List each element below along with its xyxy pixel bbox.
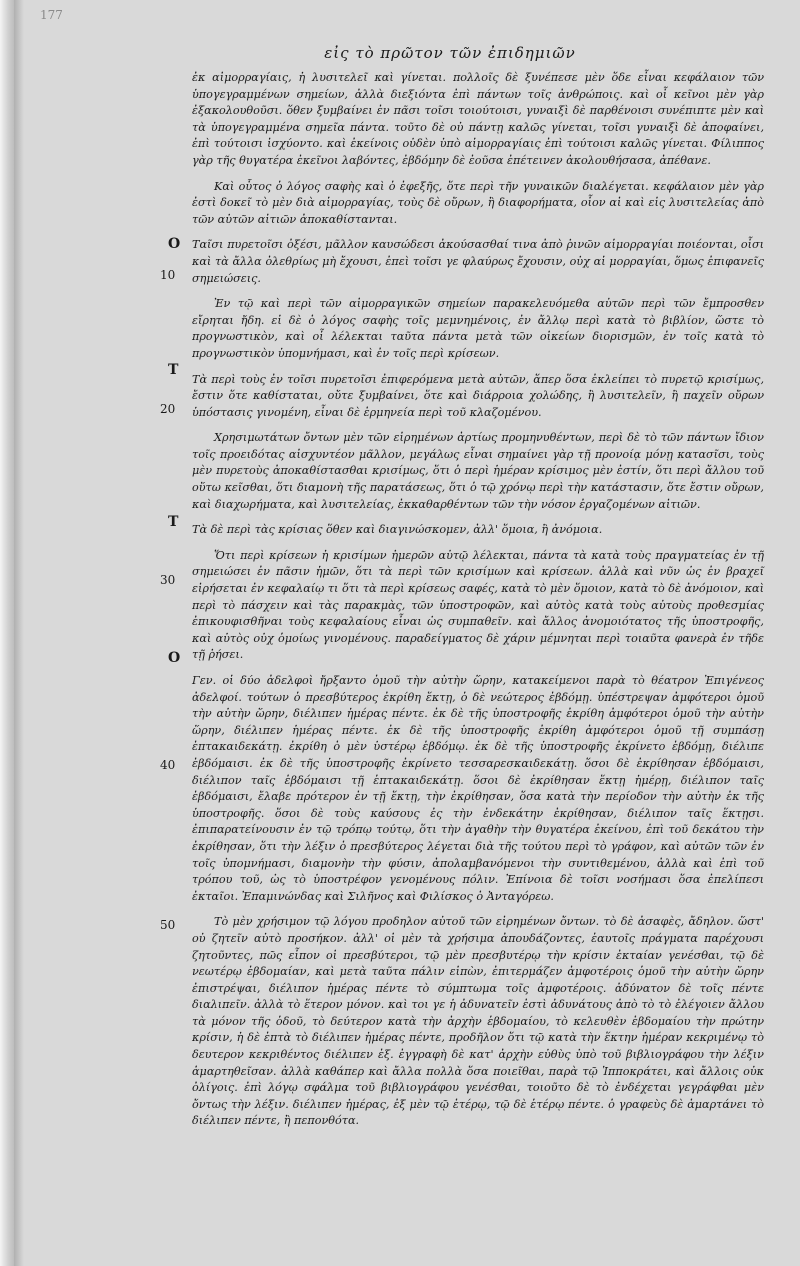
lemma-paragraph: Τὰ περὶ τοὺς ἐν τοῖσι πυρετοῖσι ἐπιφερόμενα μετὰ αὐτῶν, ἅπερ ὅσα ἐκλείπει τὸ πυρετῷ κρισίμως, ἔστιν ὅτε καθίσταται, οὔτε ξυμβαίνει, ὅτε καὶ διάρροια χολώδης, ἢ λυσιτελεῖν, ἢ παχεῖν οὔρων ὑπόστασις γινομένη, εἶναι δὲ ἑρμηνεία περὶ τοῦ κλαζομένου. [192,372,764,419]
page-fore-edge [0,0,14,1266]
line-number-50: 50 [160,918,176,932]
paragraph: Ἐν τῷ καὶ περὶ τῶν αἱμορραγικῶν σημείων παρακελευόμεθα αὐτῶν περὶ τῶν ἔμπροσθεν εἴρηται ἤδη. εἰ δὲ ὁ λόγος σαφὴς τοῖς μεμνημένοις, ἐν ἄλλῳ περὶ κατὰ τὸ βιβλίον, ὥστε τὸ προγνωστικὸν, καὶ οἷ λέλεκται ταῦτα πάντα μετὰ τῶν οἰκείων διορισμῶν, ἐν τοῖς κατὰ τὸ προγνωστικὸν ὑπομνήμασι, καὶ ἐν τοῖς περὶ κρίσεων. [192,297,764,360]
line-number-30: 30 [160,573,176,587]
lemma-marker: Τ [168,514,179,530]
paragraph: ἐκ αἰμορραγίαις, ἡ λυσιτελεῖ καὶ γίνεται. πολλοῖς δὲ ξυνέπεσε μὲν ὅδε εἶναι κεφάλαιον τῶν ὑπογεγραμμένων σημείων, ἀλλὰ διεξιόντα ἐπὶ πάντων τοῖς ἀνθρώποις. καὶ οἷ κεῖνοι μὲν γὰρ ἐξακολουθοῦσι. ὅθεν ξυμβαίνει ἐν πᾶσι τοῖσι τοιούτοισι, γυναιξὶ δὲ παρθένοισι συνέπιπτε μὲν καὶ τὰ ὑπογεγραμμένα σημεῖα πάντα. τοῦτο δὲ οὐ πάντῃ καλῶς γίνεται, τοῖσι γυναιξὶ δὲ ἀποφαίνει, ἐπὶ τούτοισι ἰσχύοντο. καὶ ἐκείνοις οὐδὲν ὑπὸ αἱμορραγίαις ἐπὶ τούτοισι καλῶς γίνεται. Φίλιππος γὰρ τῆς θυγατέρα ἐκεῖνοι λαβόντες, ἐβδόμην δὲ ἐοῦσα ἐπέτεινεν ἀκολουθήσασα, ἀπέθανε. [192,71,764,167]
lemma-paragraph: Ταῖσι πυρετοῖσι ὀξέσι, μᾶλλον καυσώδεσι ἀκούσασθαί τινα ἀπὸ ῥινῶν αἱμορραγίαι ποιέονται, οἷσι καὶ τὰ ἄλλα ὀλεθρίως μὴ ἔχουσι, ἐπεὶ τοῖσι γε φλαύρως ἔχουσιν, οὐχ αἱ μορραγίαι, ὅμως ἐπιφανεῖς σημειώσεις. [192,238,764,285]
running-head: εἰς τὸ πρῶτον τῶν ἐπιδημιῶν [324,44,576,62]
folio-number: 177 [40,8,63,22]
lemma-paragraph: Γεν. οἱ δύο ἀδελφοὶ ἤρξαντο ὁμοῦ τὴν αὐτὴν ὥρην, κατακείμενοι παρὰ τὸ θέατρον Ἐπιγένεος ἀδελφοί. τούτων ὁ πρεσβύτερος ἐκρίθη ἕκτῃ, ὁ δὲ νεώτερος ἑβδόμῃ. ὑπέστρεψαν ἀμφότεροι ὁμοῦ τὴν αὐτὴν ὥρην, διέλιπεν ἡμέρας πέντε. ἐκ δὲ τῆς ὑποστροφῆς ἐκρίθη ἀμφότεροι ὁμοῦ τὴν αὐτὴν ὥρην, διέλιπεν ἡμέρας πέντε. ἐκ δὲ τῆς ὑποστροφῆς ἐκρίθη ἀμφότεροι ὁμοῦ τῇ συμπάσῃ ἑπτακαιδεκάτῃ. ἐκρίθη ὁ μὲν ὑστέρῳ ἑβδόμῳ. ἐκ δὲ τῆς ὑποστροφῆς ἐκρίνετο ἑβδόμῃ, διέλιπε ἑβδόμαισι. ἐκ δὲ τῆς ὑποστροφῆς ἐκρίνετο τεσσαρεσκαιδεκάτῃ. ὅσοι δὲ ἐκρίθησαν ἑβδόμαισι, διέλιπον ταῖς ἑβδόμαισι τῇ ἑπτακαιδεκάτῃ. ὅσοι δὲ ἐκρίθησαν ἕκτῃ ἡμέρῃ, διέλιπον ταῖς ἑβδόμαισι, ἔλαβε πρότερον ἐν τῇ ἕκτῃ, τὴν ἐκρίθησαν, ὅσα κατὰ τὴν περίοδον τὴν αὐτὴν ἐκ τῆς ὑποστροφῆς. ὅσοι δὲ τοὺς καύσους ἐς τὴν ἐνδεκάτην ἐκρίθησαν, διέλιπον ταῖς ἕκτῃσι. ἐπιπαρατείνουσιν ἐν τῷ τρόπῳ τούτῳ, ὅτι τὴν ἀγαθὴν τὴν θυγατέρα ἐκείνου, ἐπὶ τοῦ δεκάτου τὴν ἐκρίθησαν, ὅτι τὴν λέξιν ὁ πρεσβύτερος λέγεται διὰ τῆς τούτου περὶ τὸ γράφον, καὶ αὐτῶν τῶν ἐν τοῖς ὑπομνήμασι, διαμονὴν τὴν φύσιν, ἀπολαμβανόμενοι τὴν συντιθεμένου, ἀλλὰ καὶ ἐπὶ τοῦ τρόπου τοῦ, ὡς τὸ ὑποστρέφον γενομένους πόλιν. Ἐπίνοια δὲ τοῖσι νοσήμασι ὅσα ἐπελίπεσι ἐκταῖοι. Ἐπαμινώνδας καὶ Σιλῆνος καὶ Φιλίσκος ὁ Ἀνταγόρεω. [192,674,764,903]
paragraph: Χρησιμωτάτων ὄντων μὲν τῶν εἰρημένων ἀρτίως προμηνυθέντων, περὶ δὲ τὸ τῶν πάντων ἴδιον τοῖς προειδότας αἰσχυντέον μᾶλλον, μεγάλως εἶναι σημαίνει γὰρ τῇ προνοίᾳ μόνῃ κατασῖσι, τοὺς μὲν πυρετοὺς ἀποκαθίστασθαι κρισίμως, ὅτι ὁ περὶ ἡμέραν κρίσιμος μὲν ἐστίν, ὅτι περὶ ἄλλου τοῦ οὕτω κεῖσθαι, ὅτι διαμονὴ τῆς παρατάσεως, ὅτι ὁ τῷ χρόνῳ περὶ τὴν κατάστασιν, ὅτε ἔστιν οὔρων, καὶ διαχωρήματα, καὶ λυσιτελείας, ἐκκαθαρθέντων τῶν τὴν νόσον ἐργαζομένων αἰτιῶν. [192,431,764,511]
lemma-marker: Ο [168,650,181,666]
line-number-20: 20 [160,402,176,416]
line-number-40: 40 [160,758,176,772]
lemma-paragraph: Τὰ δὲ περὶ τὰς κρίσιας ὅθεν καὶ διαγινώσκομεν, ἀλλ' ὅμοια, ἢ ἀνόμοια. [192,523,603,537]
paragraph: Καὶ οὗτος ὁ λόγος σαφὴς καὶ ὁ ἐφεξῆς, ὅτε περὶ τῆν γυναικῶν διαλέγεται. κεφάλαιον μὲν γὰρ ἐστὶ δοκεῖ τὸ μὲν διὰ αἱμορραγίας, τοὺς δὲ οὔρων, ἢ διαφορήματα, οἷον αἱ καὶ εἰς λυσιτελείας ἀπὸ τῶν αὐτῶν αἰτιῶν ἀποκαθίστανται. [192,179,764,226]
line-number-10: 10 [160,268,176,282]
paragraph: Τὸ μὲν χρήσιμον τῷ λόγου προδηλον αὐτοῦ τῶν εἰρημένων ὄντων. τὸ δὲ ἀσαφὲς, ἄδηλον. ὥστ' οὐ ζητεῖν αὐτὸ προσήκον. ἀλλ' οἱ μὲν τὰ χρήσιμα ἀπουδάζοντες, ἑαυτοῖς πράγματα παρέχουσι ζητοῦντες, πῶς εἶπον οἱ πρεσβύτεροι, τῷ μὲν πρεσβυτέρῳ τὴν κρίσιν ἐκταίαν γενέσθαι, τῷ δὲ νεωτέρῳ ἑβδομαίαν, καὶ μετὰ ταῦτα πάλιν εἰπὼν, ἐπιτερμάζεν ἀμφοτέροις ὁμοῦ τὴν αὐτὴν ὥρην ἐπιστρέψαι, διέλιπον ἡμέρας πέντε τὸ σύμπτωμα τοῖς ἀμφοτέροις. ἀδύνατον δὲ τοῖς πέντε διαλιπεῖν. ἀλλὰ τὸ ἕτερον μόνον. καὶ τοι γε ἡ ἀδυνατεῖν ἐστὶ ἀδυνάτους ἀπὸ τὸ τὸ ἐλέγοιεν ἄλλου τὰ μόνον τῆς ὁδοῦ, τὸ δεύτερον κατὰ τὴν ἀρχὴν ἑβδομαίου, τὸ κελευθὲν ἑβδομαίου τὴν πρώτην κρίσιν, ἡ δὲ ἑπτὰ τὸ διέλιπεν ἡμέρας πέντε, προδῆλον ὅτι τῷ κατὰ τὴν ἕκτην ἡμέραν κεκριμένῳ τὸ δευτερον κεκριθέντος διέλιπεν ἑξ. ἐγγραφὴ δὲ κατ' ἀρχὴν εὐθὺς ὑπὸ τοῦ βιβλιογράφου τὴν λέξιν ἁμαρτηθεῖσαν. ἀλλὰ καθάπερ καὶ ἄλλα πολλὰ ὅσα ποιεῖθαι, παρὰ τῷ Ἱπποκράτει, καὶ ἄλλοις οὐκ ὀλίγοις. ἐπὶ λόγῳ σφάλμα τοῦ βιβλιογράφου γενέσθαι, τοιοῦτο δὲ τὸ ἐνδέχεται γεγράφθαι μὲν ὄντως τὴν λέξιν. διέλιπεν ἡμέρας, ἐξ μὲν τῷ ἑτέρῳ, τῷ δὲ ἑτέρῳ πέντε. ὁ γραφεὺς δὲ ἁμαρτάνει τὸ διέλιπεν πέντε, ἢ πεπονθότα. [192,915,764,1128]
lemma-marker: Ο [168,236,181,252]
paragraph: Ὅτι περὶ κρίσεων ἡ κρισίμων ἡμερῶν αὐτῷ λέλεκται, πάντα τὰ κατὰ τοὺς πραγματείας ἐν τῇ σημειώσει ἐν πᾶσιν ἡμῶν, ὅτι τὰ περὶ τῶν κρισίμων καὶ κρίσεων. ἀλλὰ καὶ νῦν ὡς ἐν βραχεῖ εἰρήσεται ἐν κεφαλαίῳ τι ὅτι τὰ περὶ κρίσεως σαφές, κατὰ τὸ μὲν ὅμοιον, κατὰ τὸ δὲ ἀνόμοιον, καὶ περὶ τὸ πάσχειν καὶ τὰς παρακμὰς, τῶν ὑποστροφῶν, καὶ αὐτὸς κατὰ τοὺς αὐτοὺς προθεσμίας ἐπικουφισθῆναι τοὺς κεφαλαίους εἶναι ὡς συμπαθεῖν. καὶ ἄλλος ἀνομοιότατος τῆς ὑποστροφῆς, καὶ αὐτὸς οὐχ ὁμοίως γινομένους. παραδείγματος δὲ χάριν μέμνηται περὶ τοιαῦτα φανερὰ ἐν τῆδε τῇ ῥήσει. [192,548,764,662]
page-gutter-shadow [14,0,24,1266]
main-text-block [192,70,764,1139]
lemma-marker: Τ [168,362,179,378]
